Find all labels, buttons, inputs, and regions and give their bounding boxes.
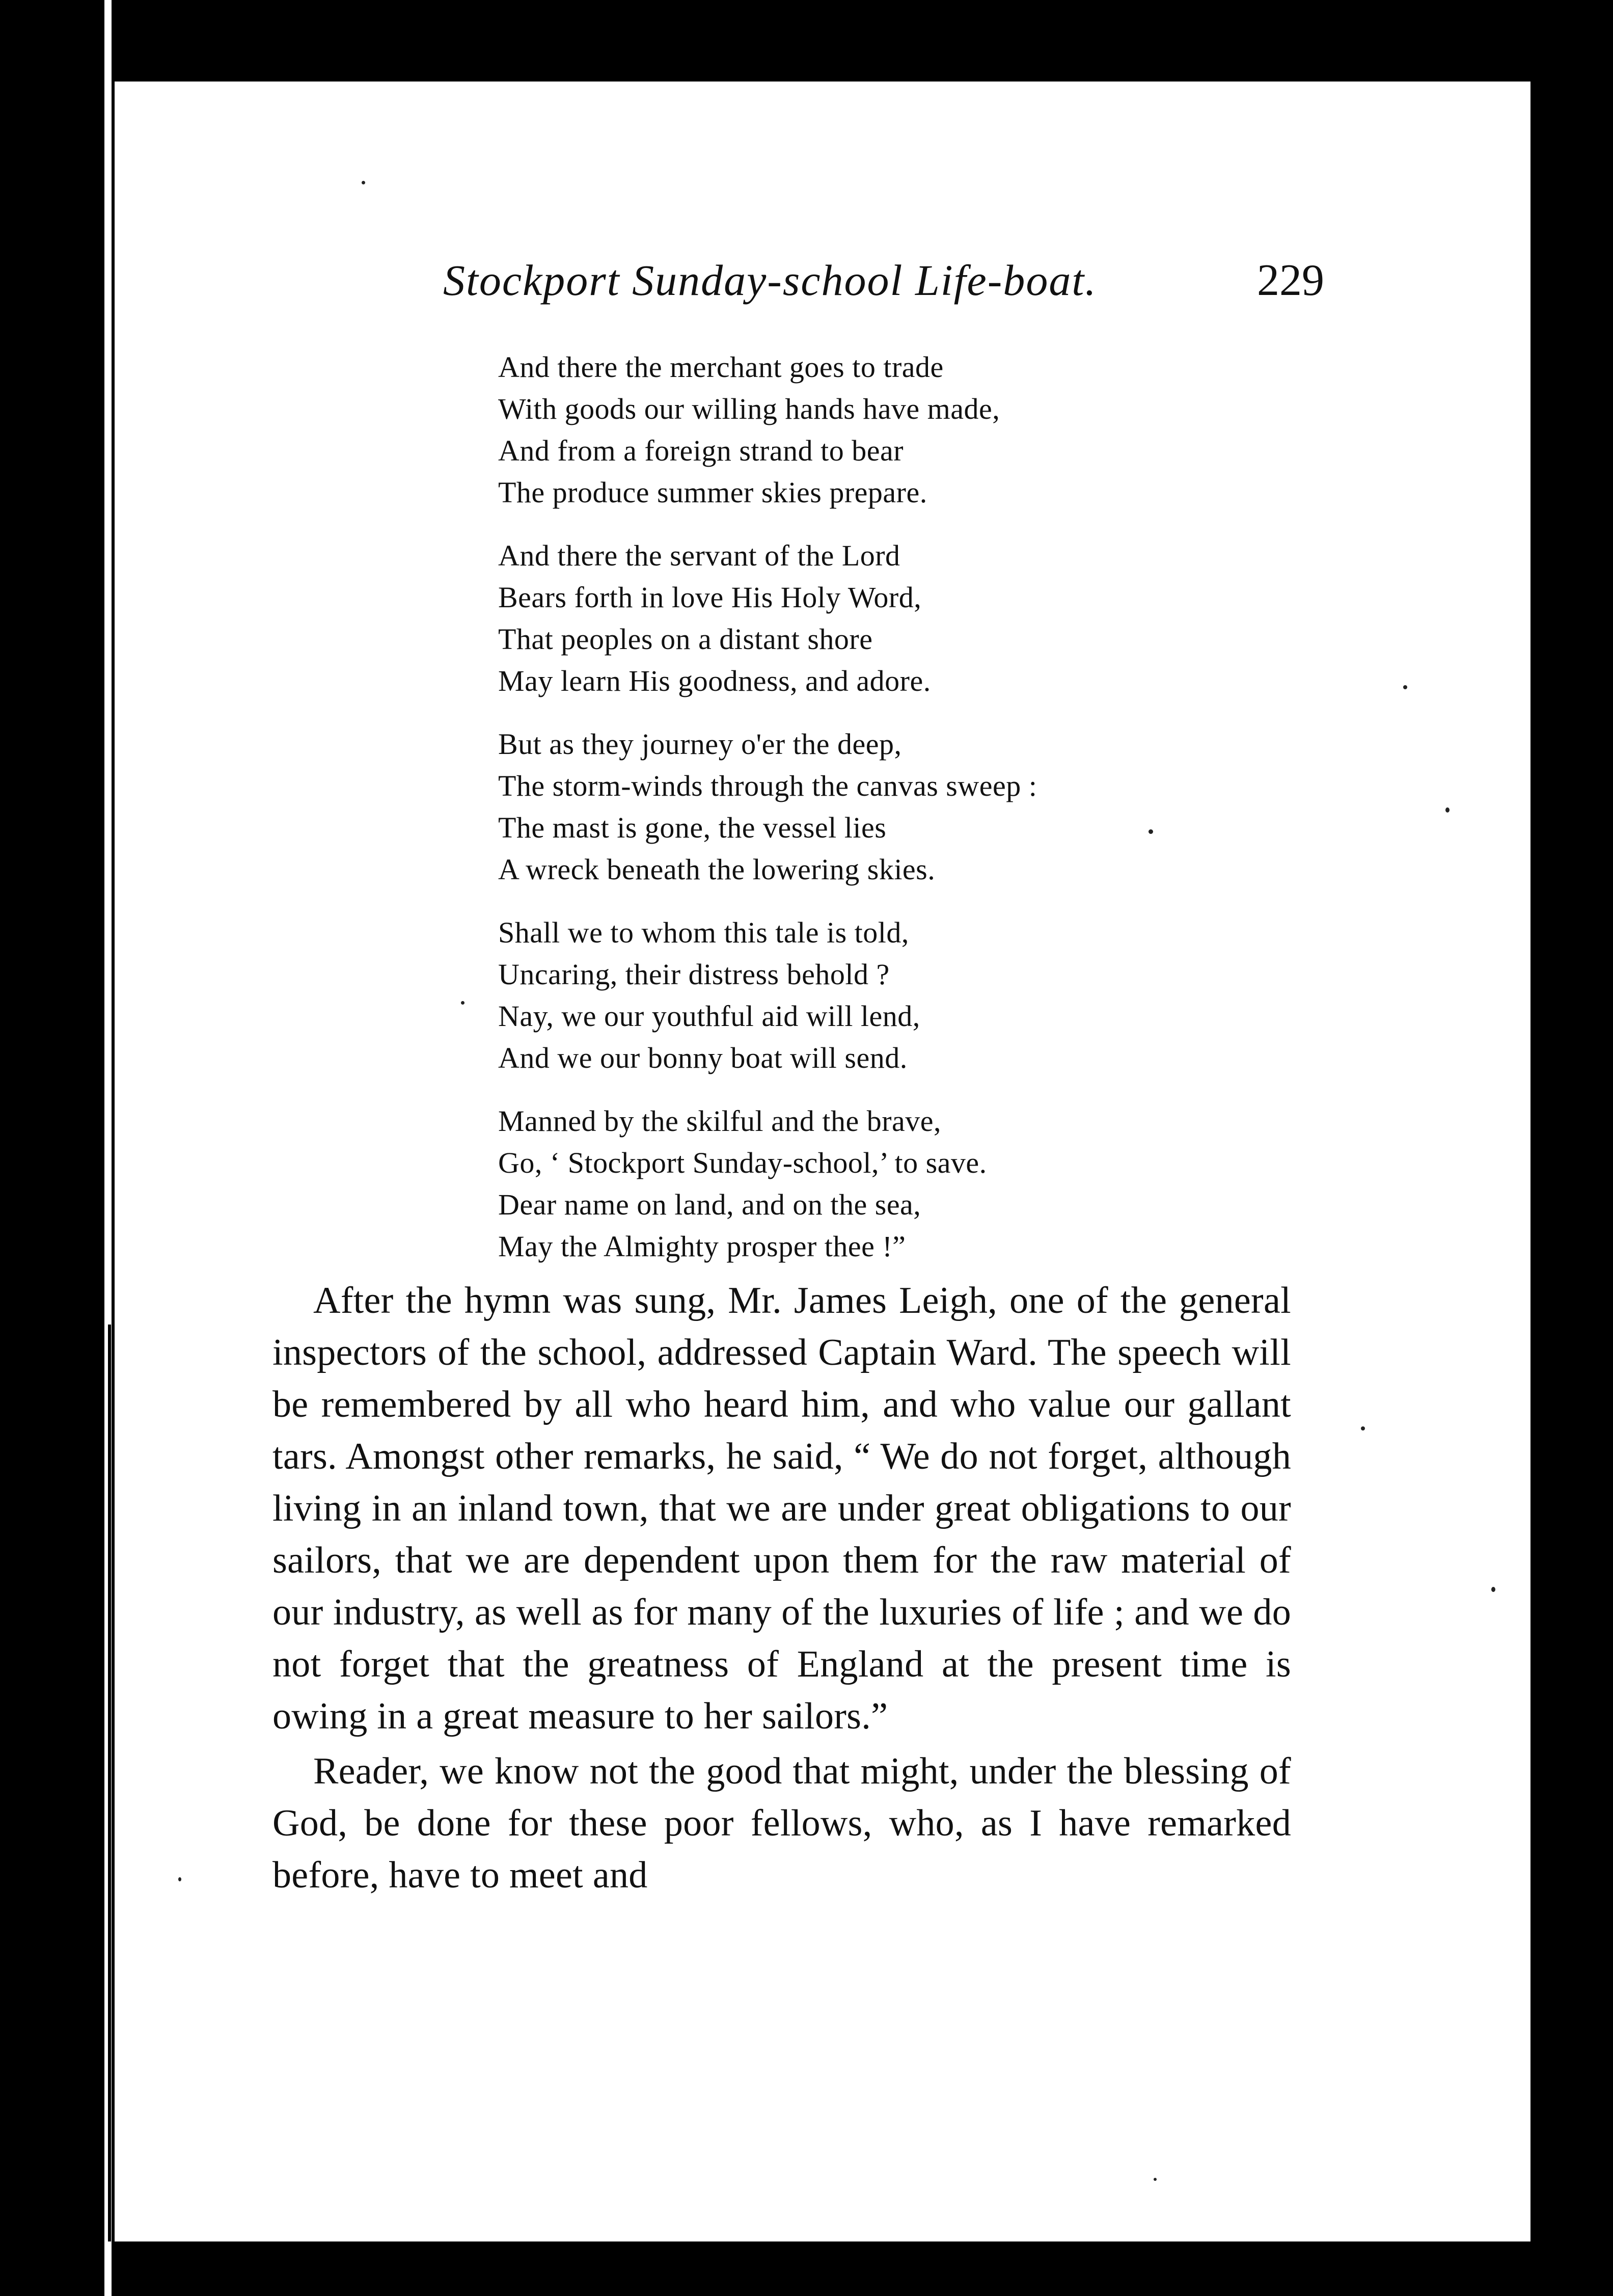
stanza	[498, 1100, 1160, 1267]
paragraph: Reader, we know not the good that might, under the blessing of God, be done for these poor fellows, who, as I have remarked before, have to meet and	[272, 1750, 1291, 1896]
scan-speck	[1154, 2178, 1157, 2181]
verse-line: And there the servant of the Lord	[498, 539, 900, 572]
verse-line: But as they journey o'er the deep,	[498, 727, 902, 761]
verse-line: The storm-winds through the canvas sweep :	[498, 769, 1037, 802]
verse-line: Nay, we our youthful aid will lend,	[498, 1000, 920, 1033]
hymn	[498, 346, 1160, 1289]
stanza	[498, 346, 1160, 514]
verse-line: Dear name on land, and on the sea,	[498, 1188, 921, 1221]
verse-line: Go, ‘ Stockport Sunday-school,’ to save.	[498, 1146, 987, 1179]
page-header	[443, 255, 1324, 316]
verse-line: May learn His goodness, and adore.	[498, 664, 931, 697]
verse-line: And there the merchant goes to trade	[498, 350, 944, 384]
prose-text	[272, 1275, 1291, 1904]
verse-line: Uncaring, their distress behold ?	[498, 958, 890, 991]
verse-line: And from a foreign strand to bear	[498, 434, 904, 467]
verse-line: With goods our willing hands have made,	[498, 392, 1000, 425]
verse-line: And we our bonny boat will send.	[498, 1041, 908, 1074]
verse-line: The produce summer skies prepare.	[498, 476, 927, 509]
scan-speck	[1403, 685, 1407, 689]
stanza	[498, 723, 1160, 890]
stanza	[498, 535, 1160, 702]
scan-speck	[1491, 1587, 1495, 1592]
scan-speck	[178, 1877, 181, 1881]
running-title: Stockport Sunday-school Life-boat.	[443, 256, 1097, 305]
verse-line: That peoples on a distant shore	[498, 623, 873, 656]
stanza	[498, 912, 1160, 1079]
scan-speck	[1361, 1426, 1365, 1430]
scan-speck	[1149, 829, 1153, 834]
verse-line: Bears forth in love His Holy Word,	[498, 581, 922, 614]
verse-line: The mast is gone, the vessel lies	[498, 811, 887, 844]
verse-line: Manned by the skilful and the brave,	[498, 1104, 942, 1138]
verse-line: May the Almighty prosper thee !”	[498, 1230, 906, 1263]
verse-line: Shall we to whom this tale is told,	[498, 916, 909, 949]
verse-line: A wreck beneath the lowering skies.	[498, 853, 936, 886]
scan-speck	[362, 181, 365, 184]
page-number: 229	[1257, 256, 1324, 305]
binding-shadow	[108, 1325, 111, 2241]
scan-speck	[461, 1001, 464, 1005]
paragraph: After the hymn was sung, Mr. James Leigh, one of the general inspectors of the school, addressed Captain Ward. The speech will be remembered by all who heard him, and who value our gallant tars. Amongst other remarks, he said, “ We do not forget, although living in an inland town, that we are under great obligations to our sailors, that we are dependent upon them for the raw material of our industry, as well as for many of the luxuries of life ; and we do not forget that the greatness of England at the present time is owing in a great measure to her sailors.”	[272, 1280, 1291, 1737]
scan-speck	[1445, 807, 1450, 813]
